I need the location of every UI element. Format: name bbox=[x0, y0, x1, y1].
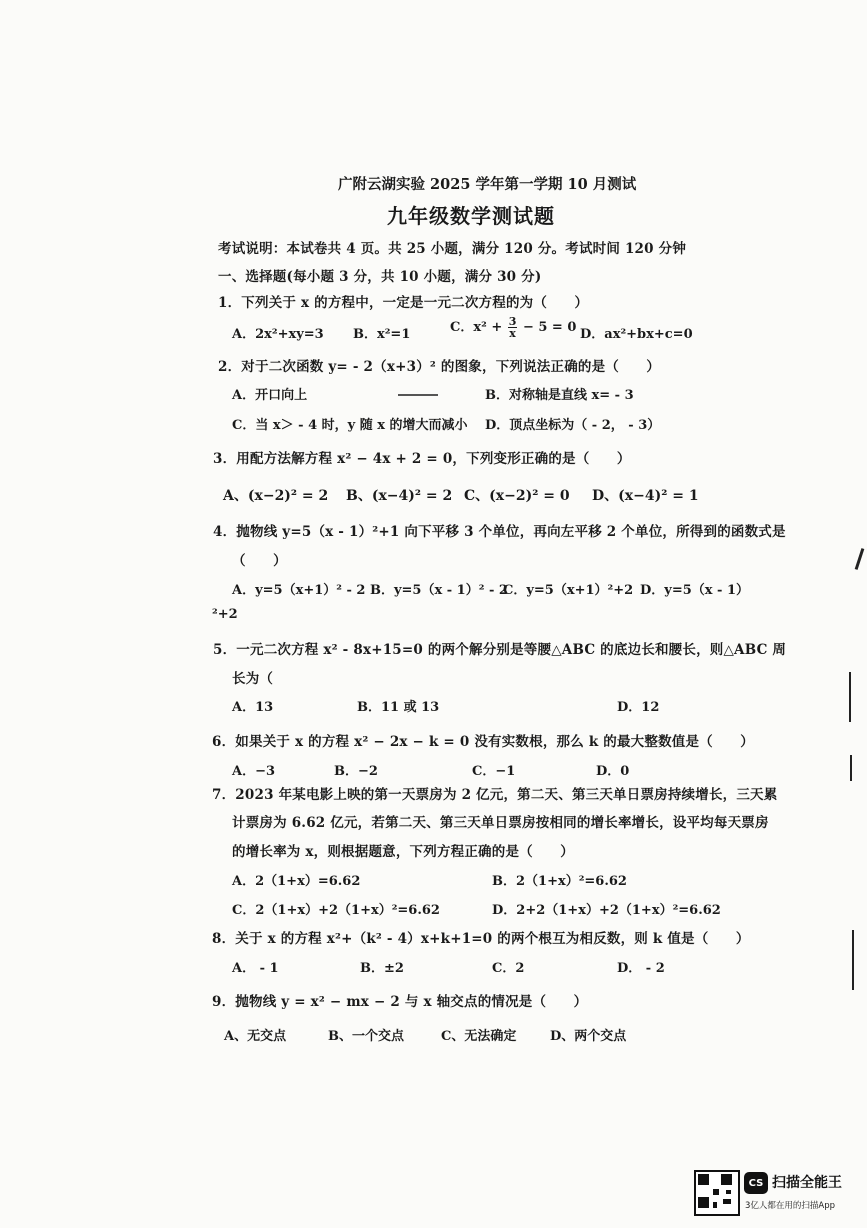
q9-option-c: C、无法确定 bbox=[441, 1029, 517, 1044]
q2-option-c: C．当 x＞ - 4 时，y 随 x 的增大而减小 bbox=[232, 418, 468, 433]
q3-option-b: B、(x−4)² = 2 bbox=[346, 488, 453, 504]
fraction-denominator: x bbox=[509, 327, 516, 340]
q8-option-b: B．±2 bbox=[360, 961, 404, 976]
camscanner-tagline: 3亿人都在用的扫描App bbox=[745, 1201, 836, 1211]
question-7-line-2: 计票房为 6.62 亿元，若第二天、第三天单日票房按相同的增长率增长，设平均每天票房 bbox=[232, 815, 769, 831]
q8-option-d: D． - 2 bbox=[617, 961, 665, 976]
question-5-cont: 长为（ bbox=[232, 671, 274, 687]
q1-option-a: A．2x²+xy=3 bbox=[232, 327, 324, 342]
fraction-numerator: 3 bbox=[508, 315, 517, 328]
q9-option-d: D、两个交点 bbox=[550, 1029, 627, 1044]
camscanner-brand: 扫描全能王 bbox=[772, 1175, 842, 1191]
question-8: 8．关于 x 的方程 x²+（k² - 4）x+k+1=0 的两个根互为相反数，则 k 值是（ ） bbox=[212, 931, 750, 947]
question-1: 1．下列关于 x 的方程中，一定是一元二次方程的为（ ） bbox=[218, 295, 589, 311]
q7-option-d: D．2+2（1+x）+2（1+x）²=6.62 bbox=[492, 903, 721, 918]
q8-option-c: C．2 bbox=[492, 961, 525, 976]
q1-option-c bbox=[450, 316, 576, 339]
q2-option-d: D．顶点坐标为（ - 2， - 3） bbox=[485, 418, 661, 433]
scan-edge-line bbox=[852, 930, 854, 990]
camscanner-logo-icon: CS bbox=[744, 1172, 768, 1194]
q6-option-d: D．0 bbox=[596, 764, 630, 779]
q2-option-a: A．开口向上 bbox=[232, 388, 308, 403]
question-7-line-1: 7．2023 年某电影上映的第一天票房为 2 亿元，第二天、第三天单日票房持续增长，三天累 bbox=[212, 787, 778, 803]
q3-option-c: C、(x−2)² = 0 bbox=[464, 488, 570, 504]
q5-option-d: D．12 bbox=[617, 700, 660, 715]
school-line: 广附云湖实验 2025 学年第一学期 10 月测试 bbox=[338, 176, 637, 193]
q6-option-b: B．−2 bbox=[334, 764, 378, 779]
fraction bbox=[508, 316, 518, 339]
q1-c-suffix: − 5 = 0 bbox=[522, 320, 577, 335]
q4-option-d-cont: ²+2 bbox=[212, 607, 238, 622]
q5-option-a: A．13 bbox=[232, 700, 274, 715]
question-6: 6．如果关于 x 的方程 x² − 2x − k = 0 没有实数根，那么 k 的最大整数值是（ ） bbox=[212, 734, 754, 750]
q1-option-d: D．ax²+bx+c=0 bbox=[580, 327, 693, 342]
question-9: 9．抛物线 y = x² − mx − 2 与 x 轴交点的情况是（ ） bbox=[212, 994, 588, 1010]
q6-option-a: A．−3 bbox=[232, 764, 276, 779]
exam-instructions: 考试说明：本试卷共 4 页。共 25 小题，满分 120 分。考试时间 120 分钟 bbox=[218, 241, 687, 257]
q2-option-b: B．对称轴是直线 x= - 3 bbox=[485, 388, 634, 403]
q4-option-b: B．y=5（x - 1）² - 2 bbox=[370, 583, 508, 598]
q7-option-b: B．2（1+x）²=6.62 bbox=[492, 874, 627, 889]
question-5: 5．一元二次方程 x² - 8x+15=0 的两个解分别是等腰△ABC 的底边长和腰长，则△ABC 周 bbox=[213, 642, 787, 658]
section-heading: 一、选择题(每小题 3 分，共 10 小题，满分 30 分) bbox=[218, 269, 542, 285]
q3-option-d: D、(x−4)² = 1 bbox=[592, 488, 699, 504]
q7-option-c: C．2（1+x）+2（1+x）²=6.62 bbox=[232, 903, 440, 918]
q6-option-c: C．−1 bbox=[472, 764, 516, 779]
question-2: 2．对于二次函数 y= - 2（x+3）² 的图象，下列说法正确的是（ ） bbox=[218, 359, 661, 375]
scan-edge-line bbox=[849, 672, 851, 722]
q3-option-a: A、(x−2)² = 2 bbox=[223, 488, 329, 504]
qr-code-icon bbox=[694, 1170, 740, 1216]
q4-option-a: A．y=5（x+1）² - 2 bbox=[232, 583, 366, 598]
q4-option-c: C．y=5（x+1）²+2 bbox=[503, 583, 634, 598]
q1-option-b: B．x²=1 bbox=[353, 327, 411, 342]
question-3: 3．用配方法解方程 x² − 4x + 2 = 0，下列变形正确的是（ ） bbox=[213, 451, 631, 467]
question-7-line-3: 的增长率为 x，则根据题意，下列方程正确的是（ ） bbox=[232, 844, 574, 860]
page-title: 九年级数学测试题 bbox=[387, 204, 555, 228]
question-4-paren: （ ） bbox=[232, 553, 287, 569]
scan-edge-mark bbox=[855, 548, 865, 570]
q9-option-a: A、无交点 bbox=[224, 1029, 287, 1044]
stray-mark bbox=[398, 394, 438, 396]
q5-option-b: B．11 或 13 bbox=[357, 700, 440, 715]
q4-option-d: D．y=5（x - 1） bbox=[640, 583, 750, 598]
q8-option-a: A． - 1 bbox=[232, 961, 279, 976]
question-4: 4．抛物线 y=5（x - 1）²+1 向下平移 3 个单位，再向左平移 2 个单位，所得到的函数式是 bbox=[213, 524, 786, 540]
q9-option-b: B、一个交点 bbox=[328, 1029, 404, 1044]
q1-c-prefix: C．x² + bbox=[450, 320, 503, 335]
scan-edge-line bbox=[850, 755, 852, 781]
q7-option-a: A．2（1+x）=6.62 bbox=[232, 874, 361, 889]
